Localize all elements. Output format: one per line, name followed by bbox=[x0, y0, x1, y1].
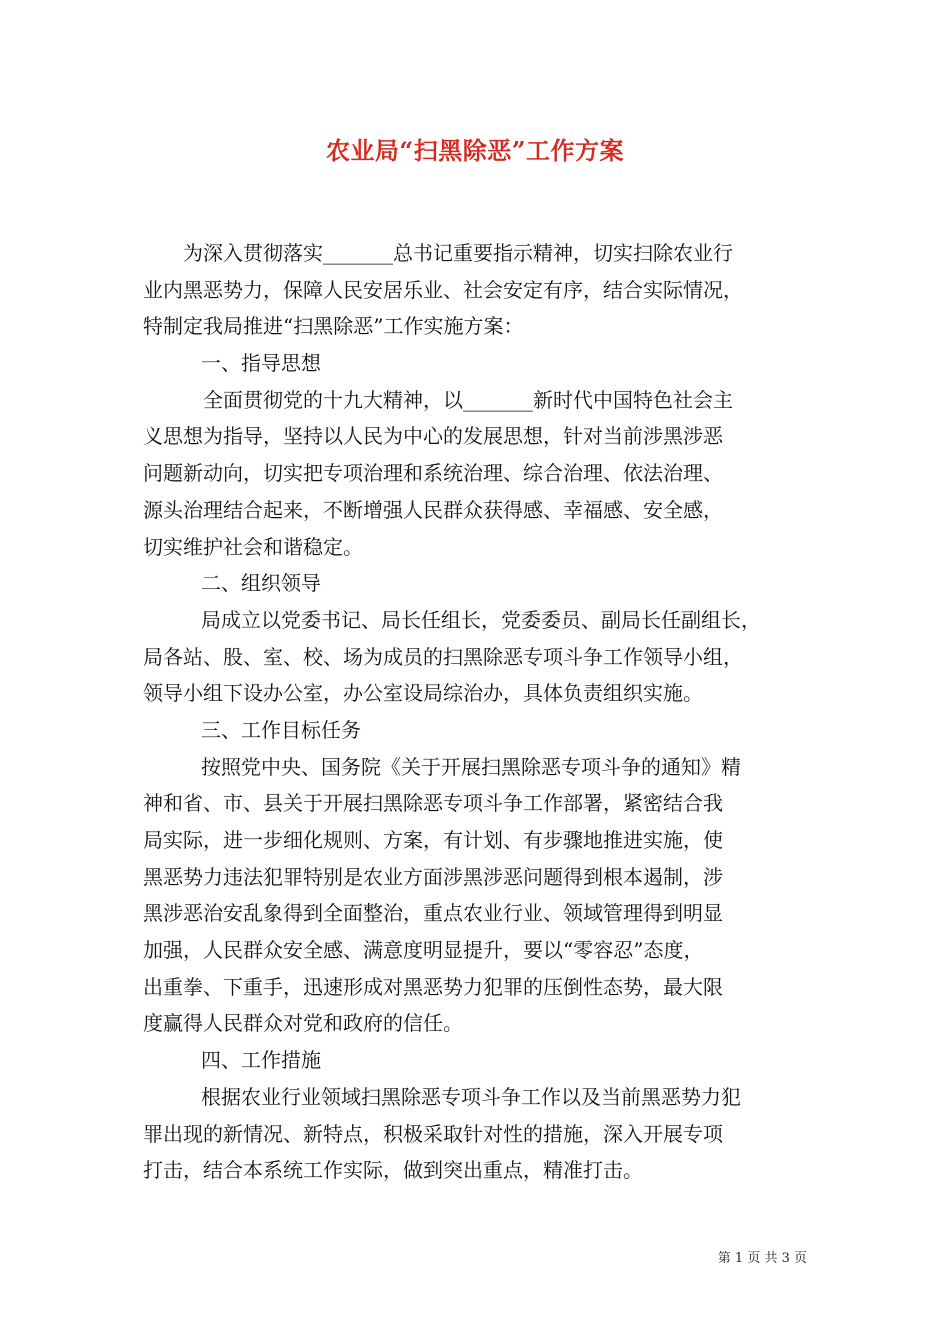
paragraph-line: 按照党中央、国务院《关于开展扫黑除恶专项斗争的通知》精 bbox=[201, 754, 741, 779]
section-heading: 三、工作目标任务 bbox=[201, 717, 361, 742]
paragraph-line: 局实际，进一步细化规则、方案，有计划、有步骤地推进实施，使 bbox=[143, 828, 723, 852]
document-title: 农业局“扫黑除恶”工作方案 bbox=[325, 136, 625, 165]
paragraph-line: 根据农业行业领域扫黑除恶专项斗争工作以及当前黑恶势力犯 bbox=[201, 1084, 741, 1109]
paragraph-line: 黑涉恶治安乱象得到全面整治，重点农业行业、领域管理得到明显 bbox=[143, 901, 723, 926]
paragraph-line: 局各站、股、室、校、场为成员的扫黑除恶专项斗争工作领导小组， bbox=[143, 644, 743, 669]
section-heading: 二、组织领导 bbox=[201, 571, 321, 596]
paragraph-line: 全面贯彻党的十九大精神，以_______新时代中国特色社会主 bbox=[203, 387, 733, 412]
paragraph-line: 黑恶势力违法犯罪特别是农业方面涉黑涉恶问题得到根本遏制，涉 bbox=[143, 864, 723, 889]
paragraph-line: 加强，人民群众安全感、满意度明显提升，要以“零容忍”态度， bbox=[143, 938, 704, 963]
section-heading: 一、指导思想 bbox=[201, 351, 321, 376]
paragraph-line: 罪出现的新情况、新特点，积极采取针对性的措施，深入开展专项 bbox=[143, 1121, 723, 1146]
paragraph-line: 局成立以党委书记、局长任组长，党委委员、副局长任副组长， bbox=[201, 607, 761, 632]
paragraph-line: 度赢得人民群众对党和政府的信任。 bbox=[143, 1011, 463, 1036]
paragraph-line: 义思想为指导，坚持以人民为中心的发展思想，针对当前涉黑涉恶 bbox=[143, 424, 723, 449]
paragraph-line: 出重拳、下重手，迅速形成对黑恶势力犯罪的压倒性态势，最大限 bbox=[143, 974, 723, 999]
page-number: 第 1 页 共 3 页 bbox=[717, 1251, 807, 1266]
paragraph-line: 源头治理结合起来，不断增强人民群众获得感、幸福感、安全感， bbox=[143, 497, 723, 522]
paragraph-line: 神和省、市、县关于开展扫黑除恶专项斗争工作部署，紧密结合我 bbox=[143, 791, 723, 816]
paragraph-line: 特制定我局推进“扫黑除恶”工作实施方案： bbox=[143, 314, 524, 339]
section-heading: 四、工作措施 bbox=[201, 1048, 321, 1073]
paragraph-line: 为深入贯彻落实_______总书记重要指示精神，切实扫除农业行 bbox=[183, 241, 733, 265]
paragraph-line: 业内黑恶势力，保障人民安居乐业、社会安定有序，结合实际情况， bbox=[143, 277, 743, 302]
paragraph-line: 打击，结合本系统工作实际，做到突出重点，精准打击。 bbox=[143, 1158, 643, 1183]
paragraph-line: 领导小组下设办公室，办公室设局综治办，具体负责组织实施。 bbox=[143, 681, 703, 706]
paragraph-line: 问题新动向，切实把专项治理和系统治理、综合治理、依法治理、 bbox=[143, 461, 723, 486]
document-body bbox=[143, 235, 807, 1189]
paragraph-line: 切实维护社会和谐稳定。 bbox=[143, 534, 363, 559]
